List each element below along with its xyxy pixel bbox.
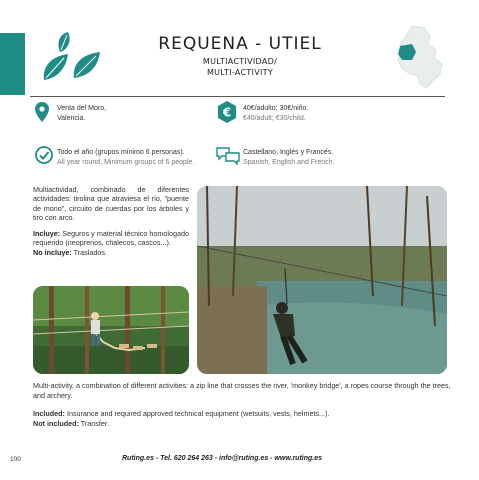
location-pin-icon bbox=[35, 102, 49, 122]
zipline-river-photo bbox=[197, 186, 447, 374]
leaves-logo-icon bbox=[38, 32, 102, 82]
euro-icon bbox=[217, 101, 237, 123]
description-en-included: Included: Insurance and required approved technical equipment (wetsuits, vests, helmets...). bbox=[33, 409, 330, 418]
languages-info: Castellano, Inglés y Francés. Spanish, English and French. bbox=[243, 149, 335, 166]
description-en bbox=[33, 381, 453, 437]
section-tab bbox=[0, 33, 25, 95]
header-divider bbox=[30, 96, 445, 97]
description-en-main: Multi-activity, a combination of different activities: a zip line that crosses the river, 'monkey bridge', a ropes course through the trees, and archery. bbox=[33, 381, 451, 400]
description-es-not-included: No incluye: Traslados. bbox=[33, 247, 107, 257]
schedule-info: Todo el año (grupos mínimo 6 personas). All year round. Minimum groups of 6 people. bbox=[57, 149, 195, 166]
location-info: Venta del Moro, Valencia. bbox=[57, 105, 107, 122]
description-es-included: Incluye: Seguros y material técnico homologado requerido (neoprenos, chalecos, cascos...). bbox=[33, 229, 189, 248]
footer-contact: Ruting.es - Tel. 620 264 263 - info@ruting.es - www.ruting.es bbox=[122, 455, 323, 462]
speech-bubbles-icon bbox=[216, 146, 240, 165]
page-subtitle: MULTIACTIVIDAD/ MULTI-ACTIVITY bbox=[202, 57, 278, 77]
price-info: 40€/adulto; 30€/niño. €40/adult; €30/child. bbox=[243, 105, 309, 122]
region-map-icon bbox=[390, 24, 446, 90]
description-es-main: Multiactividad, combinado de diferentes actividades: tirolina que atraviesa el río, "puente de mono", circuito de cuerdas por los árboles y tiro con arco. bbox=[33, 185, 189, 222]
description-en-not-included: Not included: Transfer. bbox=[33, 419, 109, 428]
description-es bbox=[33, 185, 189, 264]
page-number: 100 bbox=[10, 456, 21, 463]
page-title: REQUENA - UTIEL bbox=[158, 34, 322, 54]
ropes-course-photo bbox=[33, 286, 189, 374]
svg-text:€: € bbox=[222, 105, 232, 120]
check-circle-icon bbox=[35, 146, 53, 164]
